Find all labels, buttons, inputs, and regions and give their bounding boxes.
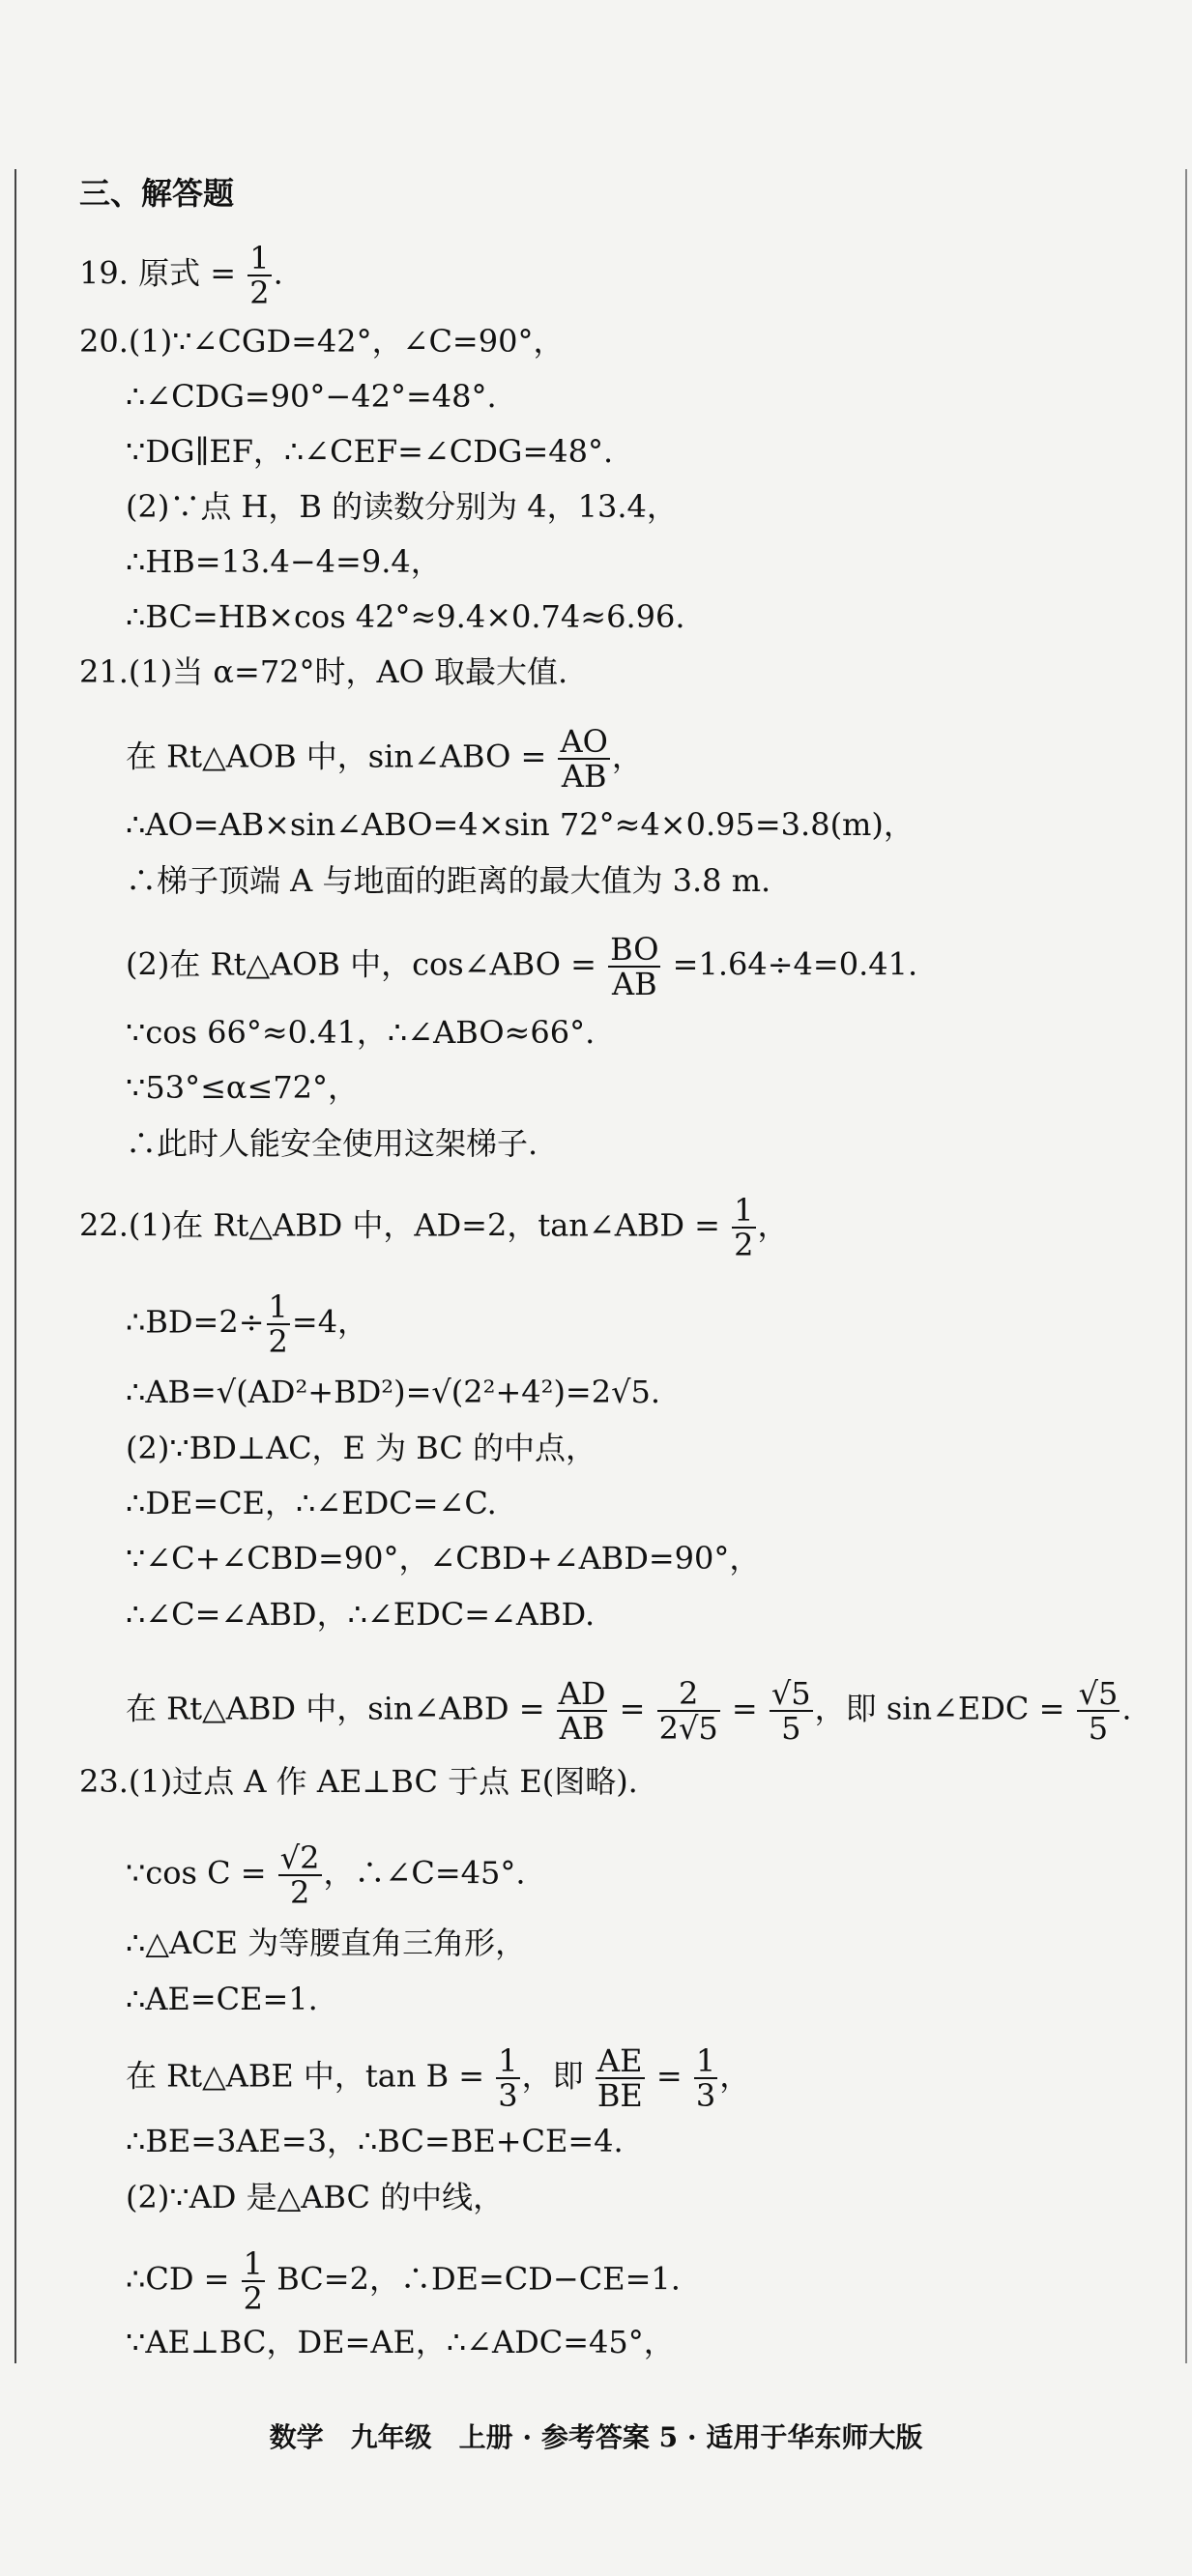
answer-21-line-7: ∵53°≤α≤72°， [126,1069,360,1106]
fraction: $\frac{1}{2}$ [268,1288,288,1360]
footer-text: 数学 九年级 上册 · 参考答案 5 · 适用于华东师大版 [252,2421,941,2453]
answer-23-line-3: ∴△ACE 为等腰直角三角形， [126,1925,527,1961]
answer-23-line-8: ∴CD = $\frac{1}{2}$ BC=2，∴DE=CD−CE=1. [126,2245,681,2317]
answer-23-line-2: ∵cos C = $\frac{√2}{2}$ ，∴∠C=45°. [126,1839,526,1911]
answer-20-line-2: ∴∠CDG=90°−42°=48°. [126,378,497,415]
answer-21-line-5: (2)在 Rt△AOB 中，cos∠ABO = $\frac{BO}{AB}$ =1.64÷4=0.41. [126,931,918,1002]
fraction: $\frac{AD}{AB}$ [558,1675,606,1747]
answer-21-line-8: ∴此时人能安全使用这架梯子. [126,1125,538,1162]
answer-19: 19. 原式 = $\frac{1}{2}$ . [79,240,283,311]
answer-20-line-4: (2)∵点 H，B 的读数分别为 4，13.4， [126,488,678,525]
answer-23-line-5: 在 Rt△ABE 中，tan B = $\frac{1}{3}$ ，即 $\frac{AE}{BE}$ = $\frac{1}{3}$ ， [126,2042,751,2114]
answer-23-line-6: ∴BE=3AE=3，∴BC=BE+CE=4. [126,2123,624,2159]
fraction: $\frac{1}{3}$ [498,2042,518,2114]
section-title: 三、解答题 [79,175,235,212]
answer-20-line-1: 20.(1)∵∠CGD=42°，∠C=90°， [79,323,565,360]
answer-21-line-2: 在 Rt△AOB 中，sin∠ABO = $\frac{AO}{AB}$ ， [126,723,643,795]
answer-20-line-5: ∴HB=13.4−4=9.4， [126,543,442,580]
answer-23-line-7: (2)∵AD 是△ABC 的中线， [126,2179,505,2215]
answer-22-line-4: (2)∵BD⊥AC，E 为 BC 的中点， [126,1430,597,1466]
answer-22-line-5: ∴DE=CE，∴∠EDC=∠C. [126,1485,497,1521]
page-footer [0,2417,1192,2455]
fraction: $\frac{√2}{2}$ [279,1839,320,1911]
answer-22-line-7: ∴∠C=∠ABD，∴∠EDC=∠ABD. [126,1596,596,1633]
answer-22-line-2: ∴BD=2÷ $\frac{1}{2}$ =4， [126,1288,369,1360]
answer-22-line-6: ∵∠C+∠CBD=90°，∠CBD+∠ABD=90°， [126,1540,761,1577]
fraction: $\frac{AO}{AB}$ [560,723,608,795]
fraction: $\frac{√5}{5}$ [1078,1675,1119,1747]
answer-23-line-1: 23.(1)过点 A 作 AE⊥BC 于点 E(图略). [79,1763,638,1800]
answer-22-line-1: 22.(1)在 Rt△ABD 中，AD=2，tan∠ABD = $\frac{1}{2}$ ， [79,1192,789,1263]
answer-22-line-3: ∴AB=√(AD²+BD²)=√(2²+4²)=2√5. [126,1374,661,1410]
answer-23-line-9: ∵AE⊥BC，DE=AE，∴∠ADC=45°， [126,2324,675,2360]
answer-20-line-6: ∴BC=HB×cos 42°≈9.4×0.74≈6.96. [126,598,685,635]
fraction: $\frac{1}{2}$ [243,2245,264,2317]
fraction: $\frac{√5}{5}$ [770,1675,811,1747]
fraction: $\frac{BO}{AB}$ [610,931,659,1002]
answer-21-line-3: ∴AO=AB×sin∠ABO=4×sin 72°≈4×0.95=3.8(m)， [126,806,915,843]
fraction: $\frac{1}{2}$ [734,1192,754,1263]
answer-21-line-4: ∴梯子顶端 A 与地面的距离的最大值为 3.8 m. [126,862,771,899]
fraction: $\frac{1}{2}$ [249,240,270,311]
fraction: $\frac{2}{2√5}$ [658,1675,718,1747]
answer-22-line-8: 在 Rt△ABD 中，sin∠ABD = $\frac{AD}{AB}$ = $\frac{2}{2√5}$ = $\frac{√5}{5}$ ，即 sin∠EDC = $\frac{√5}{5}$ . [126,1675,1132,1747]
fraction: $\frac{AE}{BE}$ [596,2042,643,2114]
answer-20-line-3: ∵DG∥EF，∴∠CEF=∠CDG=48°. [126,433,614,470]
answer-23-line-4: ∴AE=CE=1. [126,1981,318,2017]
answer-21-line-6: ∵cos 66°≈0.41，∴∠ABO≈66°. [126,1014,596,1051]
fraction: $\frac{1}{3}$ [695,2042,716,2114]
answer-21-line-1: 21.(1)当 α=72°时，AO 取最大值. [79,653,568,690]
